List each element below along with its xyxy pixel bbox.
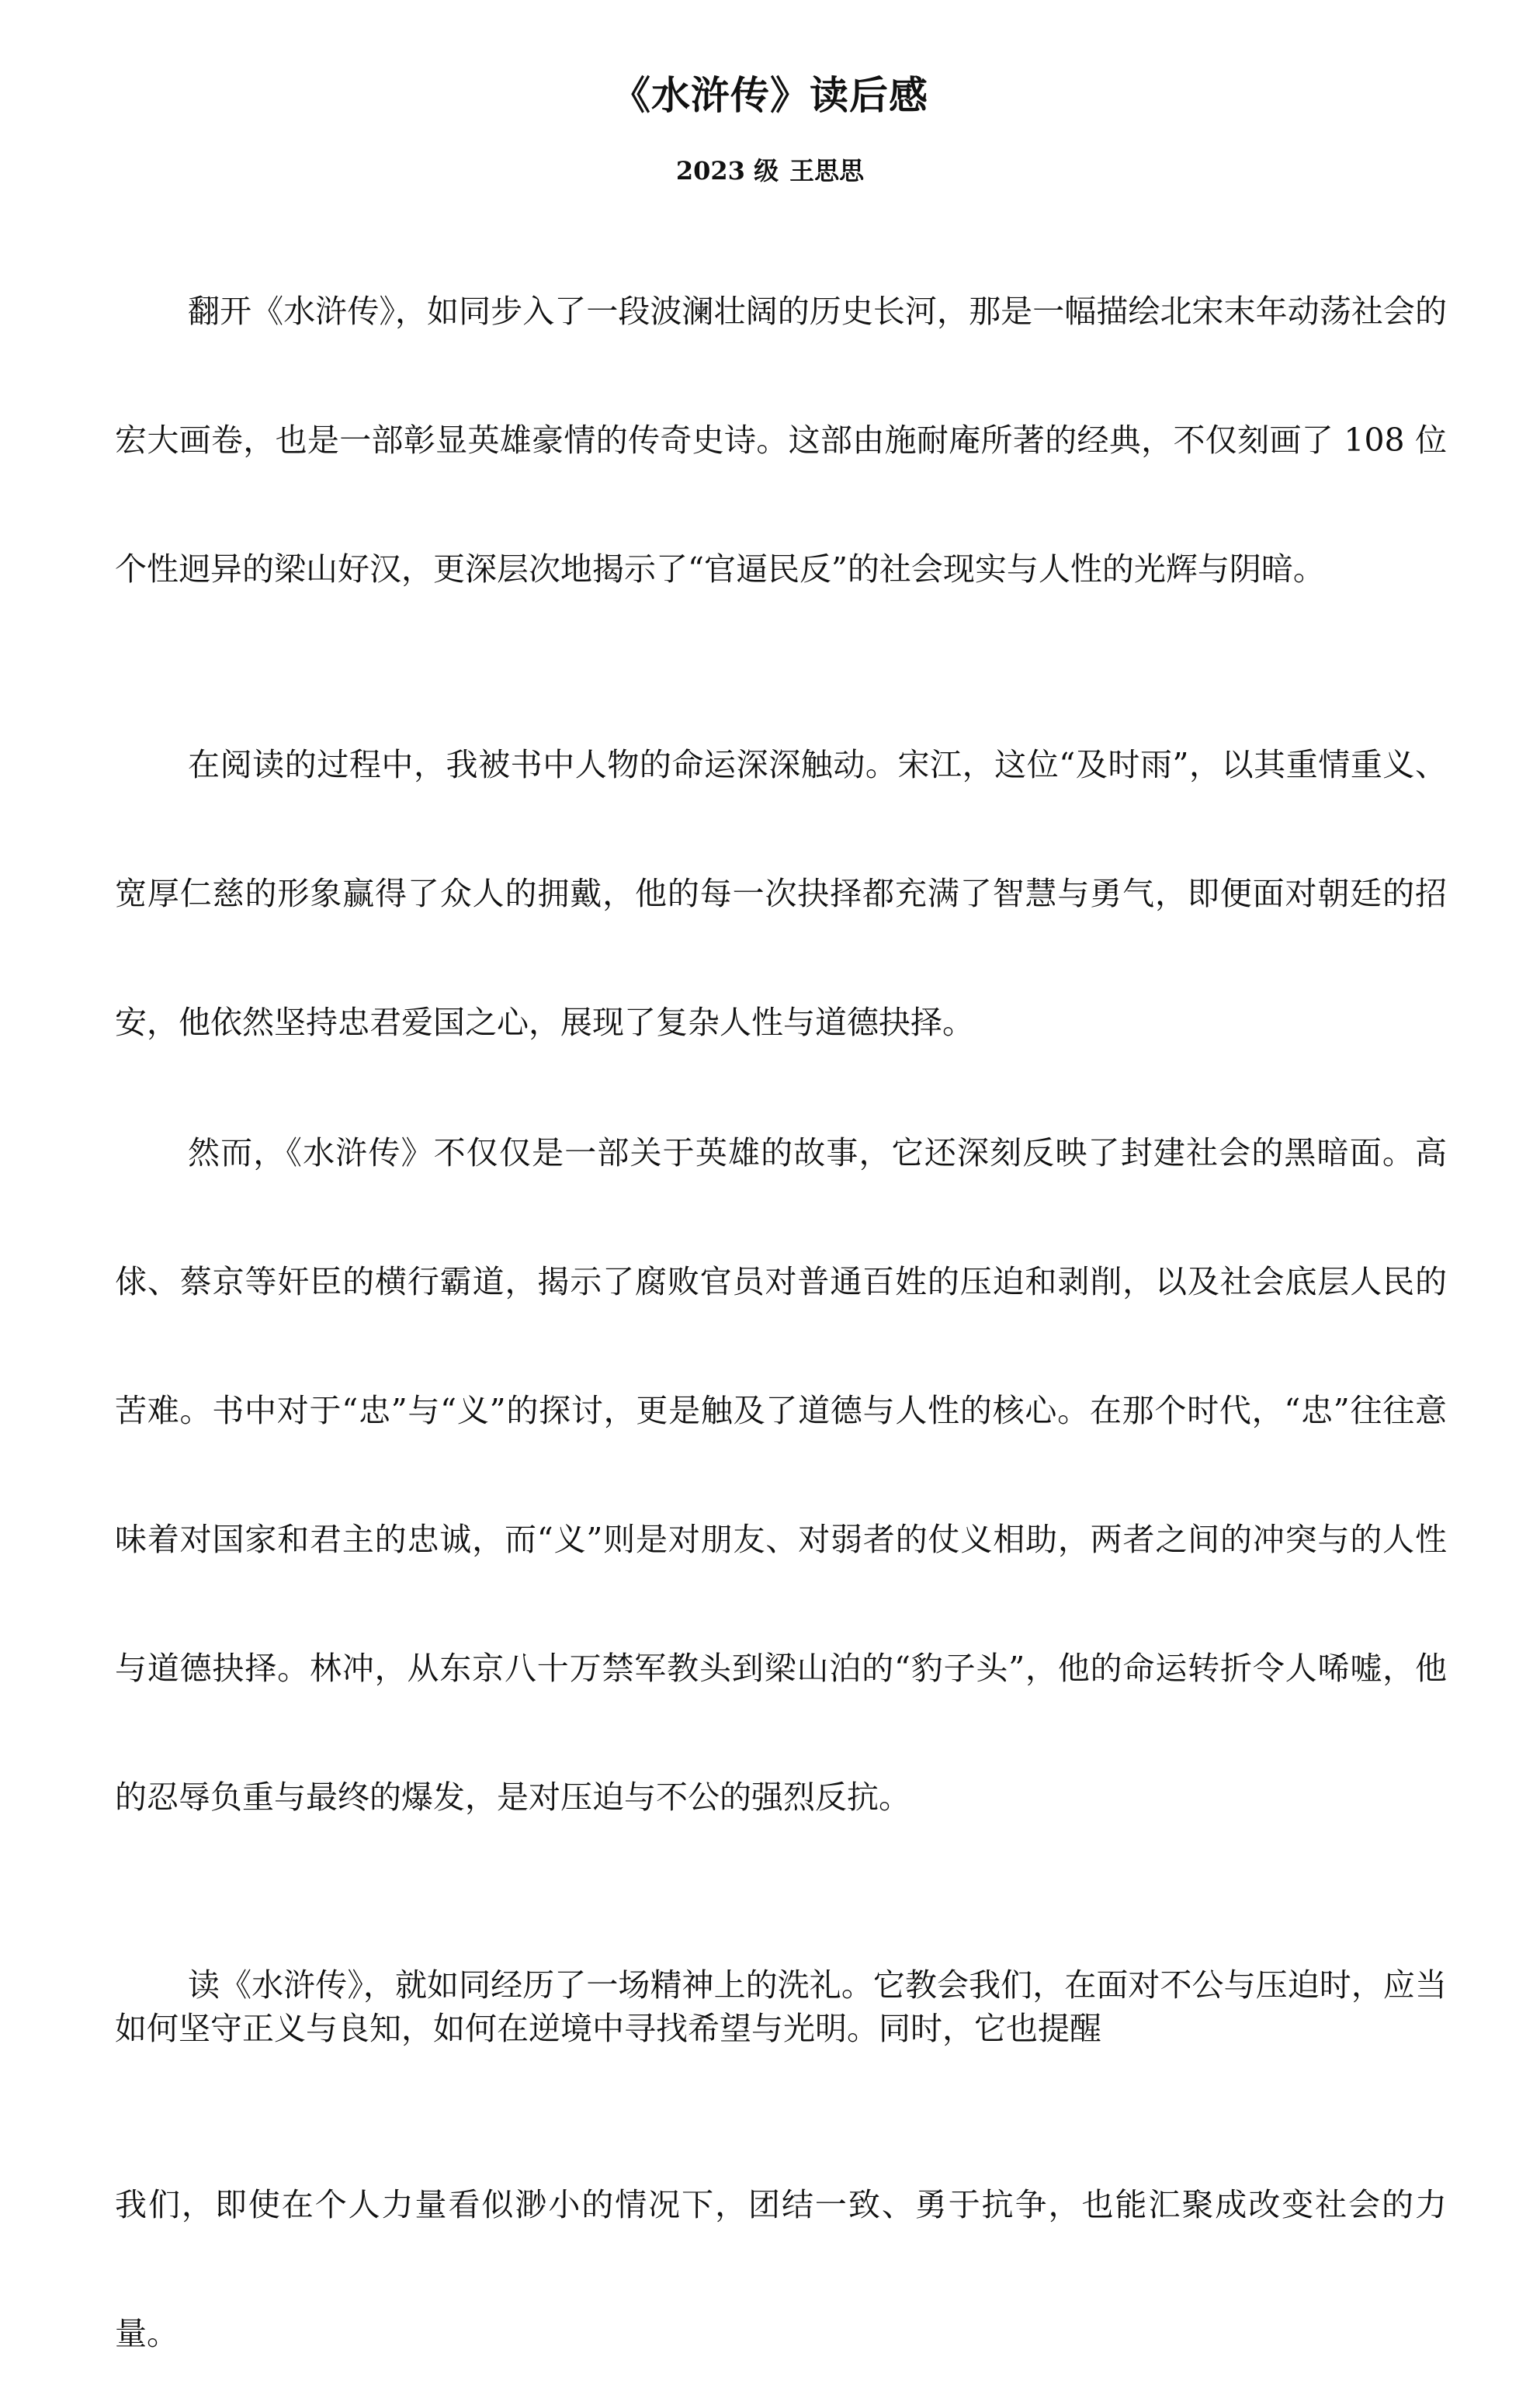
author-name: 王思思: [789, 156, 865, 186]
paragraph-2: 在阅读的过程中，我被书中人物的命运深深触动。宋江，这位“及时雨”，以其重情重义、宽厚仁慈的形象赢得了众人的拥戴，他的每一次抉择都充满了智慧与勇气，即便面对朝廷的招安，他依然坚持忠君爱国之心，展现了复杂人性与道德抉择。: [115, 746, 1447, 1041]
paragraph-4: [115, 1963, 1447, 2398]
paragraph-4-tail: 我们，即使在个人力量看似渺小的情况下，团结一致、勇于抗争，也能汇聚成改变社会的力量。: [115, 2186, 1447, 2352]
paragraph-3: 然而，《水浒传》不仅仅是一部关于英雄的故事，它还深刻反映了封建社会的黑暗面。高俅、蔡京等奸臣的横行霸道，揭示了腐败官员对普通百姓的压迫和剥削，以及社会底层人民的苦难。书中对于“忠”与“义”的探讨，更是触及了道德与人性的核心。在那个时代，“忠”往往意味着对国家和君主的忠诚，而“义”则是对朋友、对弱者的仗义相助，两者之间的冲突与的人性与道德抉择。林冲，从东京八十万禁军教头到梁山泊的“豹子头”，他的命运转折令人唏嘘，他的忍辱负重与最终的爆发，是对压迫与不公的强烈反抗。: [115, 1134, 1447, 1816]
paragraph-4-lead: 读《水浒传》，就如同经历了一场精神上的洗礼。它教会我们，在面对不公与压迫时，应当如何坚守正义与良知，如何在逆境中寻找希望与光明。同时，它也提醒: [115, 1966, 1447, 2047]
essay-title: 《水浒传》读后感: [612, 73, 928, 118]
author-line: [0, 151, 1540, 190]
author-grade: 2023 级: [675, 156, 779, 186]
paragraph-1: 翻开《水浒传》，如同步入了一段波澜壮阔的历史长河，那是一幅描绘北宋末年动荡社会的宏大画卷，也是一部彰显英雄豪情的传奇史诗。这部由施耐庵所著的经典，不仅刻画了 108 位个性迥异的梁山好汉，更深层次地揭示了“官逼民反”的社会现实与人性的光辉与阴暗。: [115, 293, 1447, 588]
